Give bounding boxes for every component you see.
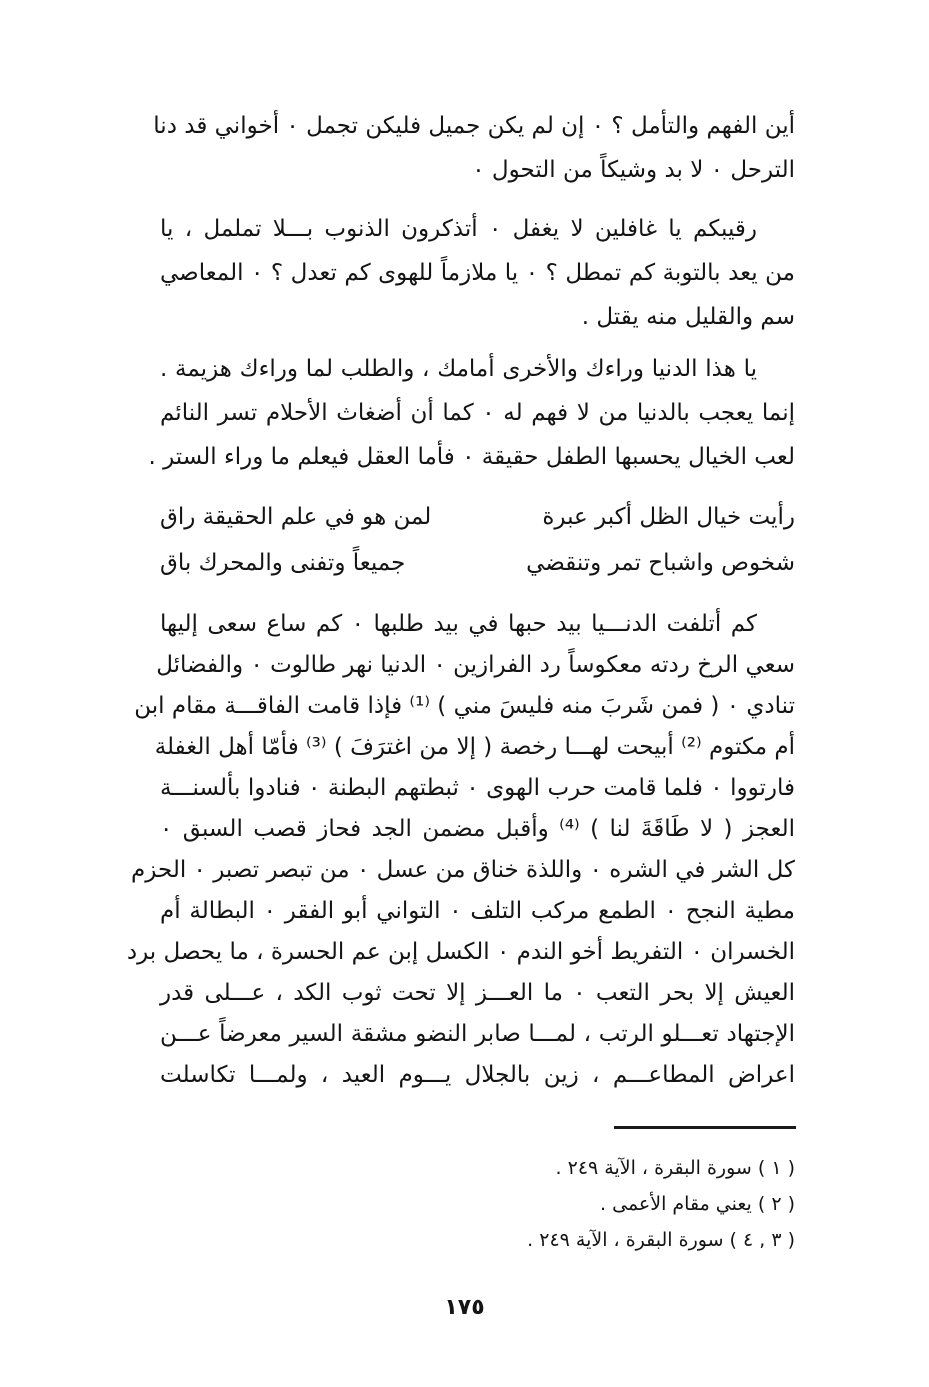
page-number: ١٧٥ bbox=[444, 1295, 485, 1320]
paragraph-1 bbox=[153, 106, 795, 186]
paragraph-line: الإجتهاد تعـــلو الرتب ، لمـــا صابر النضو مشقة السير معرضاً عـــن bbox=[160, 1021, 795, 1047]
verse-second-hemistich: لمن هو في علم الحقيقة راق bbox=[160, 504, 432, 530]
paragraph-4 bbox=[126, 604, 796, 1100]
paragraph-line: كل الشر في الشره ٠ واللذة خناق من عسل ٠ من تبصر تصبر ٠ الحزم bbox=[131, 857, 795, 883]
paragraph-line: كم أتلفت الدنـــيا بيد حبها في بيد طلبها ٠ كم ساع سعى إليها bbox=[160, 611, 757, 637]
verse-first-hemistich: شخوص واشباح تمر وتنقضي bbox=[526, 550, 795, 576]
paragraph-line: إنما يعجب بالدنيا من لا فهم له ٠ كما أن أضغاث الأحلام تسر النائم bbox=[160, 400, 795, 426]
paragraph-line: رقيبكم يا غافلين لا يغفل ٠ أتذكرون الذنوب بـــلا تململ ، يا bbox=[160, 216, 758, 242]
paragraph-line: مطية النجح ٠ الطمع مركب التلف ٠ التواني أبو الفقر ٠ البطالة أم bbox=[160, 898, 795, 924]
verse-first-hemistich: رأيت خيال الظل أكبر عبرة bbox=[542, 504, 795, 530]
paragraph-line: سم والقليل منه يقتل . bbox=[581, 304, 795, 330]
paragraph-line: من يعد بالتوبة كم تمطل ؟ ٠ يا ملازماً للهوى كم تعدل ؟ ٠ المعاصي bbox=[160, 260, 796, 286]
paragraph-line: فارتووا ٠ فلما قامت حرب الهوى ٠ ثبطتهم البطنة ٠ فنادوا بألسنـــة bbox=[160, 775, 796, 801]
footnote-2: ( ٢ ) يعني مقام الأعمى . bbox=[600, 1193, 795, 1215]
paragraph-line: لعب الخيال يحسبها الطفل حقيقة ٠ فأما العقل فيعلم ما وراء الستر . bbox=[148, 444, 795, 470]
footnote-1: ( ١ ) سورة البقرة ، الآية ٢٤٩ . bbox=[555, 1157, 795, 1179]
paragraph-line: أم مكتوم ⁽²⁾ أبيحت لهـــا رخصة ( إلا من اغترَفَ ) ⁽³⁾ فأمّا أهل الغفلة bbox=[154, 734, 795, 760]
verse-second-hemistich: جميعاً وتفنى والمحرك باق bbox=[160, 550, 406, 576]
paragraph-3 bbox=[148, 349, 795, 479]
paragraph-line: أين الفهم والتأمل ؟ ٠ إن لم يكن جميل فليكن تجمل ٠ أخواني قد دنا bbox=[153, 113, 795, 139]
paragraph-line: العيش إلا بحر التعب ٠ ما العـــز إلا تحت ثوب الكد ، عـــلى قدر bbox=[160, 980, 796, 1006]
paragraph-line: تنادي ٠ ( فمن شَربَ منه فليسَ مني ) ⁽¹⁾ فإذا قامت الفاقـــة مقام ابن bbox=[134, 693, 795, 719]
footnote-3: ( ٣ , ٤ ) سورة البقرة ، الآية ٢٤٩ . bbox=[527, 1229, 795, 1251]
paragraph-line: الخسران ٠ التفريط أخو الندم ٠ الكسل إبن عم الحسرة ، ما يحصل برد bbox=[126, 939, 795, 965]
paragraph-2 bbox=[160, 209, 795, 339]
paragraph-line: اعراض المطاعـــم ، زين بالجلال يـــوم العيد ، ولمـــا تكاسلت bbox=[160, 1062, 795, 1088]
poem-verse-2 bbox=[160, 543, 795, 583]
paragraph-line: العجز ( لا طَاقَةَ لنا ) ⁽⁴⁾ وأقبل مضمن الجد فحاز قصب السبق ٠ bbox=[160, 816, 795, 842]
paragraph-line: الترحل ٠ لا بد وشيكاً من التحول ٠ bbox=[472, 157, 795, 183]
paragraph-line: سعي الرخ ردته معكوساً رد الفرازين ٠ الدنيا نهر طالوت ٠ والفضائل bbox=[156, 652, 795, 678]
footnote-separator bbox=[614, 1126, 796, 1129]
poem-verse-1 bbox=[160, 497, 795, 537]
paragraph-line: يا هذا الدنيا وراءك والأخرى أمامك ، والطلب لما وراءك هزيمة . bbox=[160, 356, 757, 382]
